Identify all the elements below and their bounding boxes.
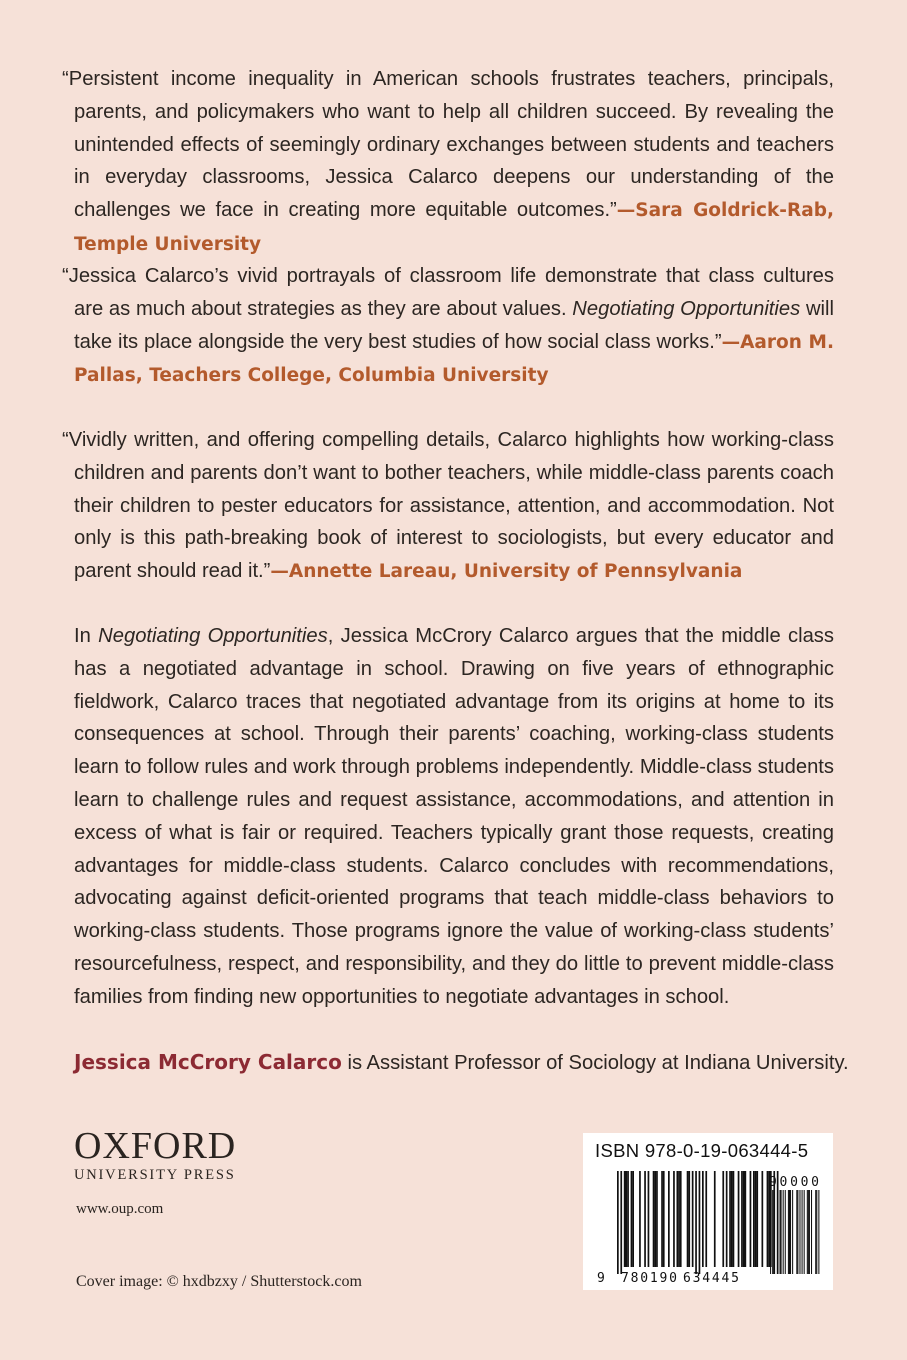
barcode-bar — [680, 1171, 682, 1267]
barcode-bar — [673, 1171, 675, 1267]
publisher-subname: UNIVERSITY PRESS — [74, 1167, 236, 1183]
barcode-bar — [663, 1171, 665, 1267]
barcode-bar — [639, 1171, 641, 1267]
barcode-bar — [688, 1171, 690, 1267]
quote-3 — [62, 424, 834, 589]
barcode-addon-bar — [790, 1190, 791, 1274]
barcode-addon-bar — [802, 1190, 803, 1274]
publisher-logo — [74, 1127, 294, 1184]
barcode-bar — [733, 1171, 735, 1267]
barcode-bar — [738, 1171, 740, 1267]
isbn-barcode — [583, 1133, 833, 1290]
barcode-addon-bar — [788, 1190, 789, 1274]
quote-1-attribution: —Sara Goldrick-Rab, Temple University — [74, 200, 834, 255]
barcode-bar — [743, 1171, 745, 1267]
barcode-addon-bar — [770, 1190, 771, 1274]
barcode-bar — [654, 1171, 656, 1267]
quote-2-attribution: —Aaron M. Pallas, Teachers College, Columbia University — [74, 331, 834, 387]
cover-credit: Cover image: © hxdbzxy / Shutterstock.com — [76, 1273, 362, 1290]
author-bio-text: is Assistant Professor of Sociology at Indiana University. — [341, 1052, 849, 1074]
quote-2-text-after: will take its place alongside the very best studies of how social class works.” — [74, 297, 834, 353]
barcode-bars-addon — [770, 1190, 819, 1274]
barcode-addon-bar — [792, 1190, 793, 1274]
barcode-bar — [632, 1171, 634, 1267]
barcode-addon-bar — [781, 1190, 782, 1274]
barcode-bar — [755, 1171, 757, 1267]
description-text: , Jessica McCrory Calarco argues that the middle class has a negotiated advantage in school. Drawing on five years of ethnographic fieldwork, Calarco traces that negotiated advantage from its origins at home to its consequences at school. Through their parents’ coaching, working-class students learn to follow rules and work through problems independently. Middle-class students learn to challenge rules and request assistance, accommodations, and attention in excess of what is fair or required. Teachers typically grant those requests, creating advantages for middle-class students. Calarco concludes with recommendations, advocating against deficit-oriented programs that teach middle-class behaviors to working-class students. Those programs ignore the value of working-class students’ resourcefulness, respect, and responsibility, and they do little to prevent middle-class families from finding new opportunities to negotiate advantages in school. — [74, 625, 834, 1008]
barcode-addon-bar — [797, 1190, 798, 1274]
barcode-bar — [626, 1171, 628, 1267]
quote-3-attribution: —Annette Lareau, University of Pennsylvania — [270, 561, 743, 583]
barcode-addon-bar — [809, 1190, 810, 1274]
barcode-bar — [631, 1171, 633, 1267]
barcode-bar — [745, 1171, 747, 1267]
barcode-addon-bar — [789, 1190, 790, 1274]
quote-1 — [62, 63, 834, 262]
barcode-bar — [687, 1171, 689, 1267]
barcode-addon-bar — [773, 1190, 774, 1274]
barcode-digits-right: 634445 — [683, 1271, 739, 1286]
barcode-addon-bar — [772, 1190, 773, 1274]
isbn-label: ISBN 978-0-19-063444-5 — [595, 1140, 809, 1161]
barcode-bar — [750, 1171, 752, 1267]
barcode-bar — [668, 1171, 670, 1267]
barcode-bar — [731, 1171, 733, 1267]
barcode-bar — [627, 1171, 629, 1267]
barcode-bar — [714, 1171, 716, 1267]
description-book-title: Negotiating Opportunities — [98, 625, 328, 647]
barcode-bar — [762, 1171, 764, 1267]
quote-1-text: “Persistent income inequality in American schools frustrates teachers, principals, parents, and policymakers who want to help all children succeed. By revealing the unintended effects of seemingly ordinary exchanges between students and teachers in everyday classrooms, Jessica Calarco deepens our understanding of the challenges we face in creating more equitable outcomes.” — [62, 68, 834, 222]
barcode-bar — [648, 1171, 650, 1267]
author-bio — [74, 1046, 849, 1079]
barcode-addon-bar — [777, 1190, 778, 1274]
quote-2 — [62, 260, 834, 393]
barcode-bar — [756, 1171, 758, 1267]
barcode-bar — [678, 1171, 680, 1267]
barcode-bar — [656, 1171, 658, 1267]
barcode-addon-bar — [816, 1190, 817, 1274]
barcode-bar — [699, 1171, 701, 1274]
barcode-bar — [705, 1171, 707, 1267]
description-prefix: In — [74, 625, 99, 647]
barcode-addon-bar — [811, 1190, 812, 1274]
barcode-bar — [722, 1171, 724, 1267]
barcode-bar — [620, 1171, 622, 1274]
barcode-addon-bar — [799, 1190, 800, 1274]
barcode-addon-bar — [783, 1190, 784, 1274]
barcode-addon-bar — [804, 1190, 805, 1274]
quote-2-text-before: “Jessica Calarco’s vivid portrayals of classroom life demonstrate that class cultures are as much about strategies as they are about values. — [62, 265, 834, 320]
barcode-bar — [677, 1171, 679, 1267]
barcode-addon-bar — [780, 1190, 781, 1274]
barcode-digits-left: 780190 — [621, 1271, 677, 1286]
quote-2-book-title: Negotiating Opportunities — [572, 297, 801, 320]
publisher-name: OXFORD — [74, 1125, 237, 1167]
barcode-graphic — [583, 1133, 833, 1290]
barcode-bar — [726, 1171, 728, 1267]
barcode-bar — [644, 1171, 646, 1267]
barcode-bars-main — [617, 1171, 779, 1274]
barcode-addon-bar — [796, 1190, 797, 1274]
barcode-bar — [692, 1171, 694, 1267]
quote-3-text: “Vividly written, and offering compelling details, Calarco highlights how working-class children and parents don’t want to bother teachers, while middle-class parents coach their children to pester educators for assistance, attention, and accommodation. Not only is this path-breaking book of interest to sociologists, but every educator and parent should read it.” — [62, 429, 834, 583]
barcode-addon-bar — [785, 1190, 786, 1274]
publisher-website: www.oup.com — [76, 1201, 164, 1217]
barcode-addon-bar — [815, 1190, 816, 1274]
barcode-bar — [653, 1171, 655, 1267]
barcode-bar — [617, 1171, 619, 1274]
barcode-bar — [729, 1171, 731, 1267]
barcode-addon-bar — [818, 1190, 819, 1274]
barcode-lead-digit: 9 — [597, 1271, 605, 1286]
book-description — [74, 620, 834, 1014]
author-name: Jessica McCrory Calarco — [74, 1050, 342, 1074]
barcode-bar — [695, 1171, 697, 1274]
barcode-price-code: 90000 — [769, 1175, 819, 1190]
barcode-bar — [753, 1171, 755, 1267]
barcode-bar — [661, 1171, 663, 1267]
barcode-addon-bar — [807, 1190, 808, 1274]
barcode-bar — [702, 1171, 704, 1267]
barcode-bar — [741, 1171, 743, 1267]
barcode-addon-bar — [808, 1190, 809, 1274]
barcode-bar — [624, 1171, 626, 1267]
